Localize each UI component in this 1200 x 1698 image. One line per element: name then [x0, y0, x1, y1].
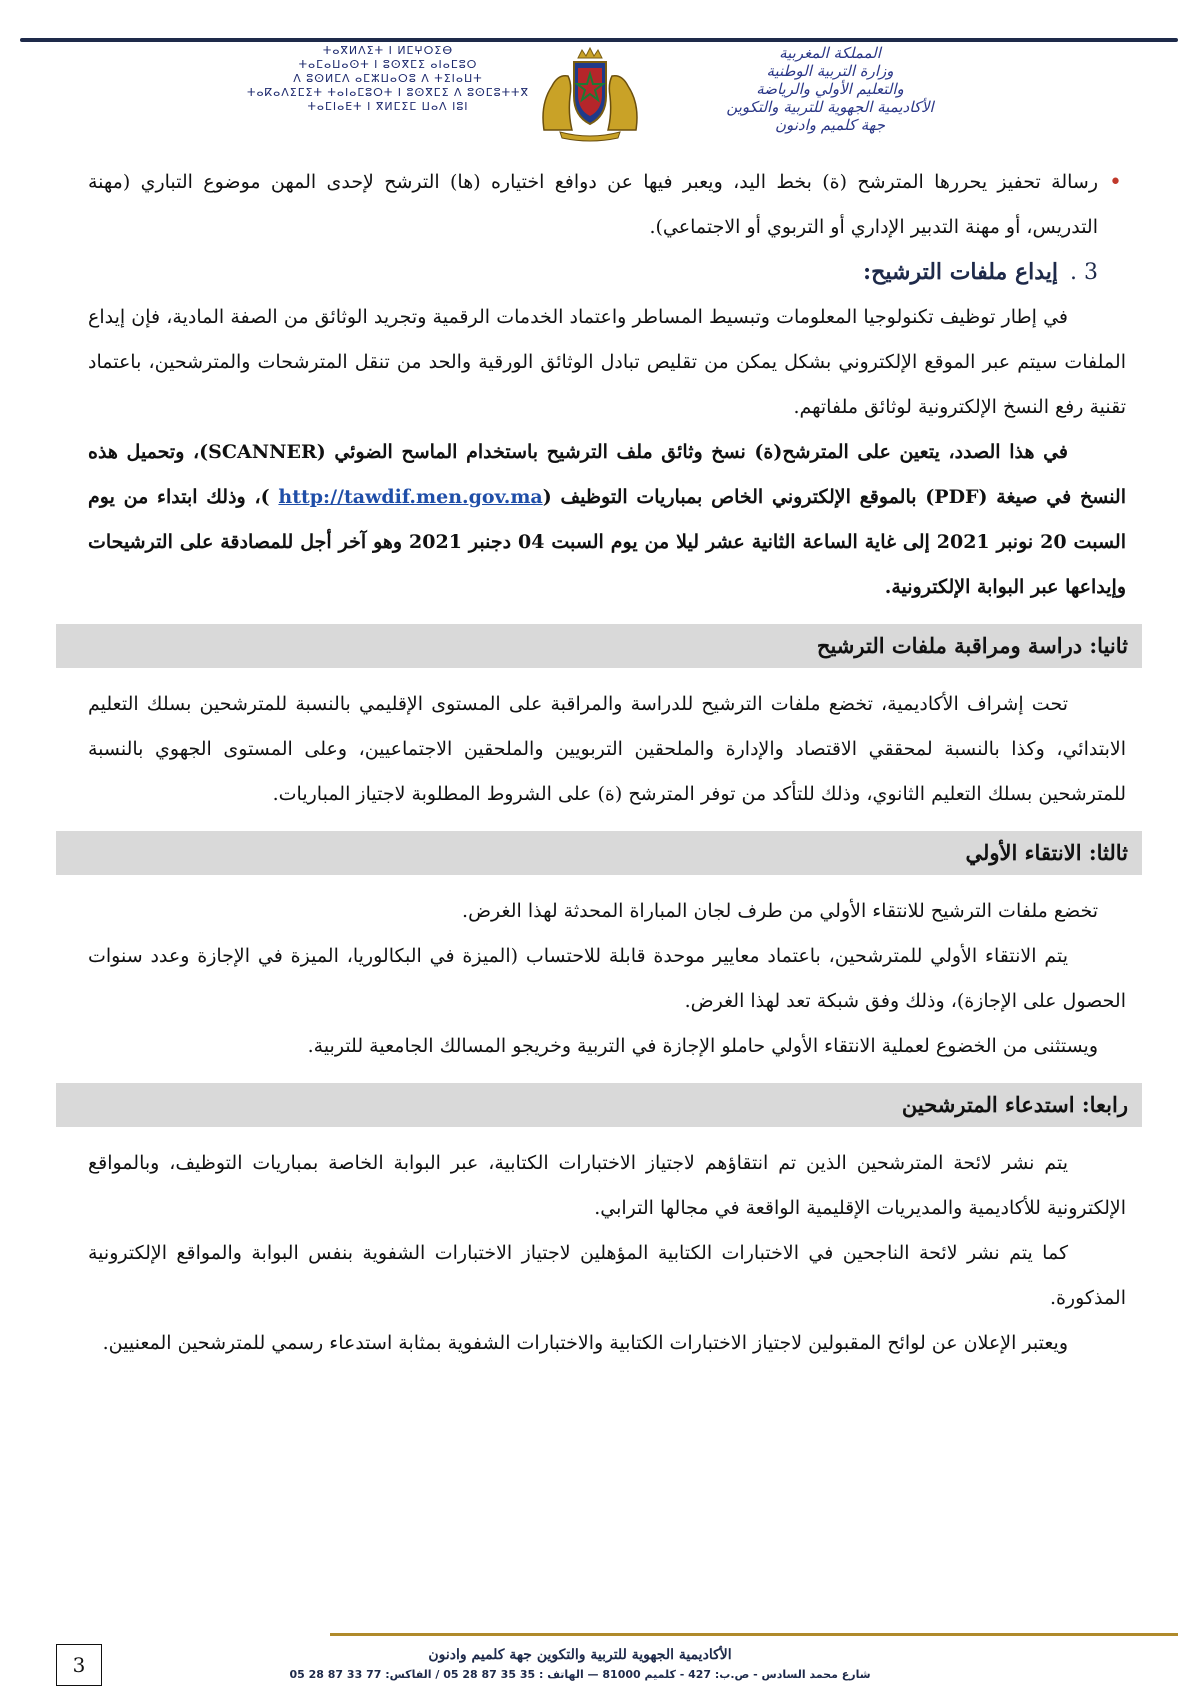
- footer-address: شارع محمد السادس - ص.ب: 427 - كلميم 81000 — الهاتف : 35 35 87 28 05 / الفاكس: 77 33 87 28 05: [289, 1668, 871, 1681]
- page-header: [0, 44, 1200, 144]
- section-heading-preselection: ثالثا: الانتقاء الأولي: [56, 831, 1142, 875]
- arabic-header-line: وزارة التربية الوطنية: [766, 62, 894, 80]
- paragraph-summons-1: يتم نشر لائحة المترشحين الذين تم انتقاؤهم لاجتياز الاختبارات الكتابية، عبر البوابة الخاصة بمباريات التوظيف، وبالمواقع الإلكترونية للأكاديمية والمديريات الإقليمية الواقعة في مجالها الترابي.: [88, 1152, 1126, 1219]
- tifinagh-header: [238, 44, 538, 114]
- subheading-title: إيداع ملفات الترشيح:: [863, 259, 1058, 285]
- tifinagh-line: ⵜⴰⴳⵍⴷⵉⵜ ⵏ ⵍⵎⵖⵔⵉⴱ: [322, 44, 454, 57]
- section-heading-summons: رابعا: استدعاء المترشحين: [56, 1083, 1142, 1127]
- section-heading-review: ثانيا: دراسة ومراقبة ملفات الترشيح: [56, 624, 1142, 668]
- paragraph-text: )، وذلك ابتداء من يوم السبت 20 نونبر 2021 إلى غاية الساعة الثانية عشر ليلا من يوم السبت 04 دجنبر 2021 وهو آخر أجل للمصادقة على الترشيحات وإيداعها عبر البوابة الإلكترونية.: [88, 486, 1126, 598]
- tawdif-link[interactable]: http://tawdif.men.gov.ma: [278, 486, 543, 508]
- footer-title: الأكاديمية الجهوية للتربية والتكوين جهة كلميم وادنون: [428, 1647, 732, 1663]
- arabic-header-line: الأكاديمية الجهوية للتربية والتكوين: [726, 98, 934, 116]
- page-footer: [280, 1644, 880, 1684]
- paragraph-preselection-1: تخضع ملفات الترشيح للانتقاء الأولي من طرف لجان المباراة المحدثة لهذا الغرض.: [462, 900, 1098, 922]
- paragraph-preselection-3: ويستثنى من الخضوع لعملية الانتقاء الأولي حاملو الإجازة في التربية وخريجو المسالك الجامعية للتربية.: [307, 1035, 1098, 1057]
- arabic-header-line: والتعليم الأولي والرياضة: [756, 80, 904, 98]
- paragraph-text: في هذا الصدد، يتعين على المترشح(ة) نسخ وثائق ملف الترشيح باستخدام الماسح الضوئي (SCANNER)، وتحميل هذه النسخ في صيغة (PDF) بالموقع الإلكتروني الخاص بمباريات التوظيف (: [88, 441, 1126, 508]
- tifinagh-line: ⵜⴰⵎⴰⵡⴰⵙⵜ ⵏ ⵓⵙⴳⵎⵉ ⴰⵏⴰⵎⵓⵔ: [298, 58, 478, 71]
- paragraph-preselection-2: يتم الانتقاء الأولي للمترشحين، باعتماد معايير موحدة قابلة للاحتساب (الميزة في البكالوريا، الميزة في الإجازة وعدد سنوات الحصول على الإجازة)، وذلك وفق شبكة تعد لهذا الغرض.: [88, 945, 1126, 1012]
- arabic-header-line: جهة كلميم وادنون: [774, 116, 886, 134]
- paragraph-digital-deposit: في إطار توظيف تكنولوجيا المعلومات وتبسيط المساطر واعتماد الخدمات الرقمية وتجريد الوثائق من الصفة المادية، فإن إيداع الملفات سيتم عبر الموقع الإلكتروني بشكل يمكن من تقليص تبادل الوثائق الورقية والحد من تنقل المترشحات والمترشحين، باعتماد تقنية رفع النسخ الإلكترونية لوثائق ملفاتهم.: [88, 306, 1126, 418]
- paragraph-summons-2: كما يتم نشر لائحة الناجحين في الاختبارات الكتابية المؤهلين لاجتياز الاختبارات الشفوية بنفس البوابة والمواقع الإلكترونية المذكورة.: [88, 1242, 1126, 1309]
- document-body: [88, 160, 1126, 1366]
- tifinagh-line: ⵜⴰⴽⴰⴷⵉⵎⵉⵜ ⵜⴰⵏⴰⵎⵓⵔⵜ ⵏ ⵓⵙⴳⵎⵉ ⴷ ⵓⵙⵎⵓⵜⵜⴳ: [247, 86, 529, 99]
- page-number: 3: [56, 1644, 102, 1686]
- paragraph-review: تحت إشراف الأكاديمية، تخضع ملفات الترشيح للدراسة والمراقبة على المستوى الإقليمي بالنسبة للمترشحين بسلك التعليم الابتدائي، وكذا بالنسبة لمحققي الاقتصاد والإدارة والملحقين التربويين والملحقين الاجتماعيين، وعلى المستوى الجهوي بالنسبة للمترشحين بسلك التعليم الثانوي، وذلك للتأكد من توفر المترشح (ة) على الشروط المطلوبة لاجتياز المباريات.: [88, 693, 1126, 805]
- footer-rule: [330, 1633, 1178, 1636]
- header-rule: [20, 38, 1178, 42]
- paragraph-upload-instructions: [88, 430, 1126, 610]
- bullet-item: • رسالة تحفيز يحررها المترشح (ة) بخط اليد، ويعبر فيها عن دوافع اختياره (ها) الترشح لإحدى المهن موضوع التباري (مهنة التدريس، أو مهنة التدبير الإداري أو التربوي أو الاجتماعي).: [88, 160, 1126, 250]
- tifinagh-line: ⴷ ⵓⵙⵍⵎⴷ ⴰⵎⵣⵡⴰⵔⵓ ⴷ ⵜⵉⵏⴰⵡⵜ: [293, 72, 483, 85]
- arabic-header: [670, 44, 990, 134]
- subheading-deposit: [88, 250, 1126, 295]
- paragraph-summons-3: ويعتبر الإعلان عن لوائح المقبولين لاجتياز الاختبارات الكتابية والاختبارات الشفوية بمثابة استدعاء رسمي للمترشحين المعنيين.: [102, 1332, 1068, 1354]
- subheading-number: 3 .: [1070, 260, 1098, 285]
- tifinagh-line: ⵜⴰⵎⵏⴰⴹⵜ ⵏ ⴳⵍⵎⵉⵎ ⵡⴰⴷ ⵏⵓⵏ: [307, 100, 469, 113]
- arabic-header-line: المملكة المغربية: [779, 44, 881, 62]
- royal-emblem-icon: [530, 44, 650, 144]
